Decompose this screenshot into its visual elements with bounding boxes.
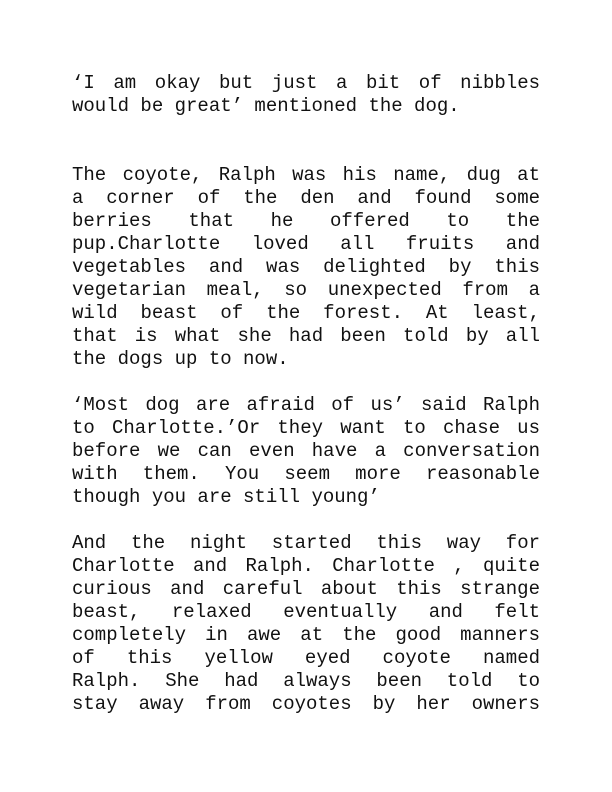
text-line: completely in awe at the good manners — [72, 624, 540, 646]
text-line: that is what she had been told by all — [72, 325, 540, 347]
text-line: Charlotte and Ralph. Charlotte , quite — [72, 555, 540, 577]
text-line: beast, relaxed eventually and felt — [72, 601, 540, 623]
text-line: ‘I am okay but just a bit of nibbles — [72, 72, 540, 94]
text-line: stay away from coyotes by her owners — [72, 693, 540, 715]
text-line: of this yellow eyed coyote named — [72, 647, 540, 669]
text-line: ‘Most dog are afraid of us’ said Ralph — [72, 394, 540, 416]
text-line: wild beast of the forest. At least, — [72, 302, 540, 324]
text-line: before we can even have a conversation — [72, 440, 540, 462]
text-line: with them. You seem more reasonable — [72, 463, 540, 485]
text-line: And the night started this way for — [72, 532, 540, 554]
text-line: a corner of the den and found some — [72, 187, 540, 209]
text-line: though you are still young’ — [72, 486, 380, 508]
paragraph-2 — [72, 164, 540, 371]
paragraph-1 — [72, 72, 540, 118]
text-line: the dogs up to now. — [72, 348, 289, 370]
paragraph-3 — [72, 394, 540, 509]
text-line: to Charlotte.’Or they want to chase us — [72, 417, 540, 439]
text-line: berries that he offered to the — [72, 210, 540, 232]
text-line: vegetarian meal, so unexpected from a — [72, 279, 540, 301]
text-line: Ralph. She had always been told to — [72, 670, 540, 692]
text-line: pup.Charlotte loved all fruits and — [72, 233, 540, 255]
text-line: curious and careful about this strange — [72, 578, 540, 600]
document-page — [72, 72, 540, 716]
text-line: would be great’ mentioned the dog. — [72, 95, 460, 117]
text-line: vegetables and was delighted by this — [72, 256, 540, 278]
paragraph-4 — [72, 532, 540, 716]
text-line: The coyote, Ralph was his name, dug at — [72, 164, 540, 186]
